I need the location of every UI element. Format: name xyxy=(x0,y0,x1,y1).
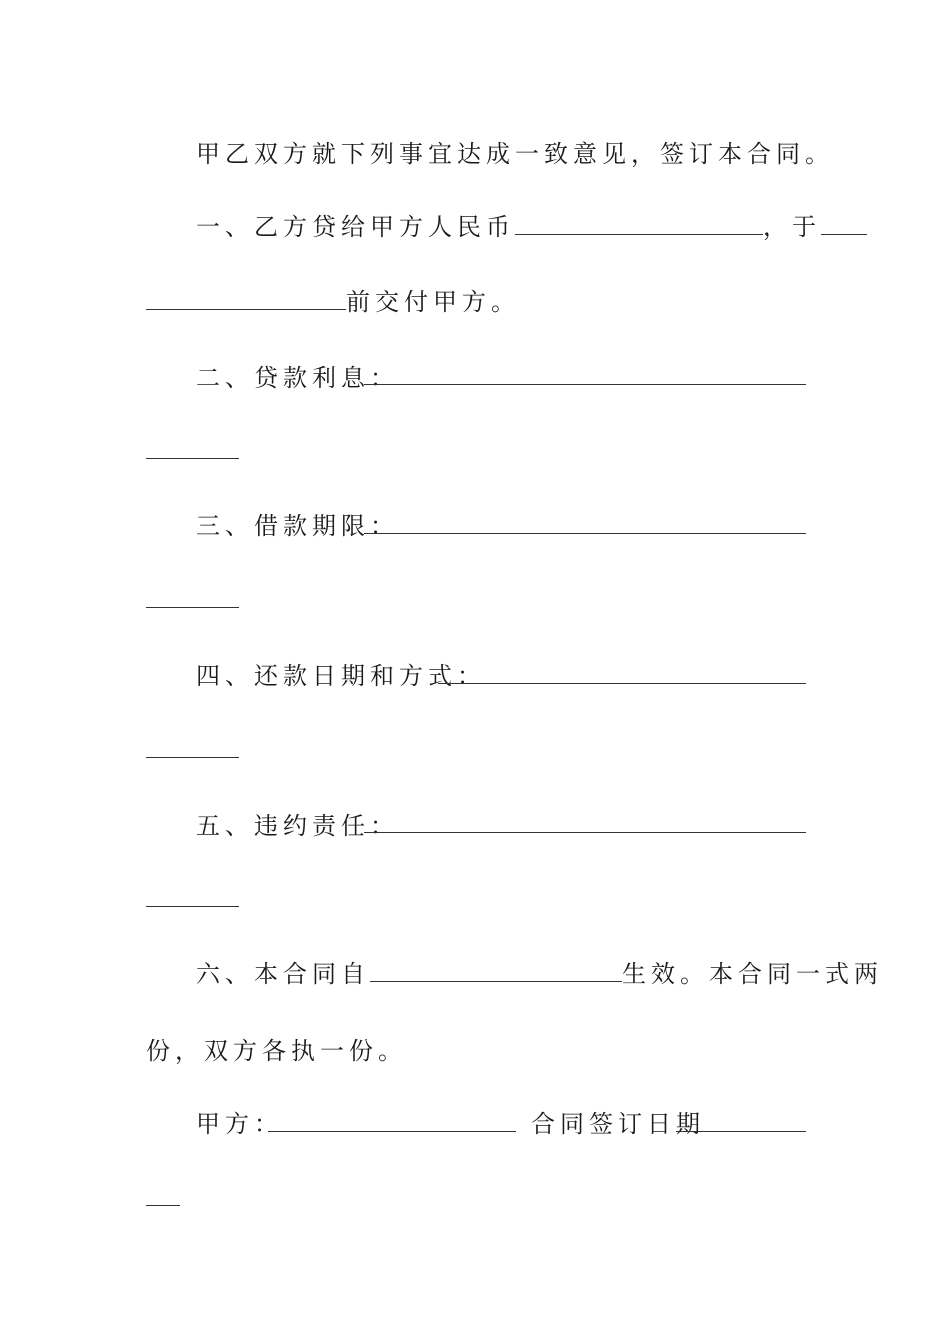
party-a-blank xyxy=(268,1131,516,1132)
clause-4 xyxy=(196,660,486,692)
clause-6-label: 六、本合同自 xyxy=(196,960,370,988)
delivery-date-blank-end xyxy=(146,287,346,310)
clause-3-label: 三、借款期限： xyxy=(196,512,399,540)
intro-text: 甲乙双方就下列事宜达成一致意见，签订本合同。 xyxy=(196,140,834,168)
clause-6-effect: 生效。本合同一式两 xyxy=(622,960,883,988)
sign-date-blank-continued xyxy=(146,1205,180,1206)
interest-blank xyxy=(364,384,806,385)
clause-1-connector: ，于 xyxy=(763,213,821,241)
sign-date-label: 合同签订日期 xyxy=(531,1110,705,1138)
loan-term-blank-continued xyxy=(146,607,239,608)
breach-blank xyxy=(364,832,806,833)
loan-term-blank xyxy=(364,533,806,534)
breach-blank-continued xyxy=(146,906,239,907)
clause-4-label: 四、还款日期和方式： xyxy=(196,662,486,690)
clause-5 xyxy=(196,810,399,842)
signature-line xyxy=(196,1108,283,1140)
repayment-blank xyxy=(438,683,806,684)
clause-6 xyxy=(196,958,883,990)
clause-5-label: 五、违约责任： xyxy=(196,812,399,840)
intro-paragraph xyxy=(196,138,834,170)
repayment-blank-continued xyxy=(146,757,239,758)
party-a-label: 甲方： xyxy=(196,1110,283,1138)
clause-6-tail: 份，双方各执一份。 xyxy=(146,1037,407,1065)
effective-date-blank xyxy=(370,959,622,982)
loan-amount-blank xyxy=(515,212,763,235)
clause-1-tail: 前交付甲方。 xyxy=(346,288,520,316)
clause-2-label: 二、贷款利息： xyxy=(196,364,399,392)
sign-date-section xyxy=(531,1108,705,1140)
clause-3 xyxy=(196,510,399,542)
delivery-date-blank-start xyxy=(821,212,867,235)
clause-2 xyxy=(196,362,399,394)
interest-blank-continued xyxy=(146,458,239,459)
clause-1-continued xyxy=(146,286,520,318)
clause-1-label: 一、乙方贷给甲方人民币 xyxy=(196,213,515,241)
clause-1 xyxy=(196,211,867,243)
sign-date-blank xyxy=(676,1131,806,1132)
clause-6-continued xyxy=(146,1035,407,1067)
